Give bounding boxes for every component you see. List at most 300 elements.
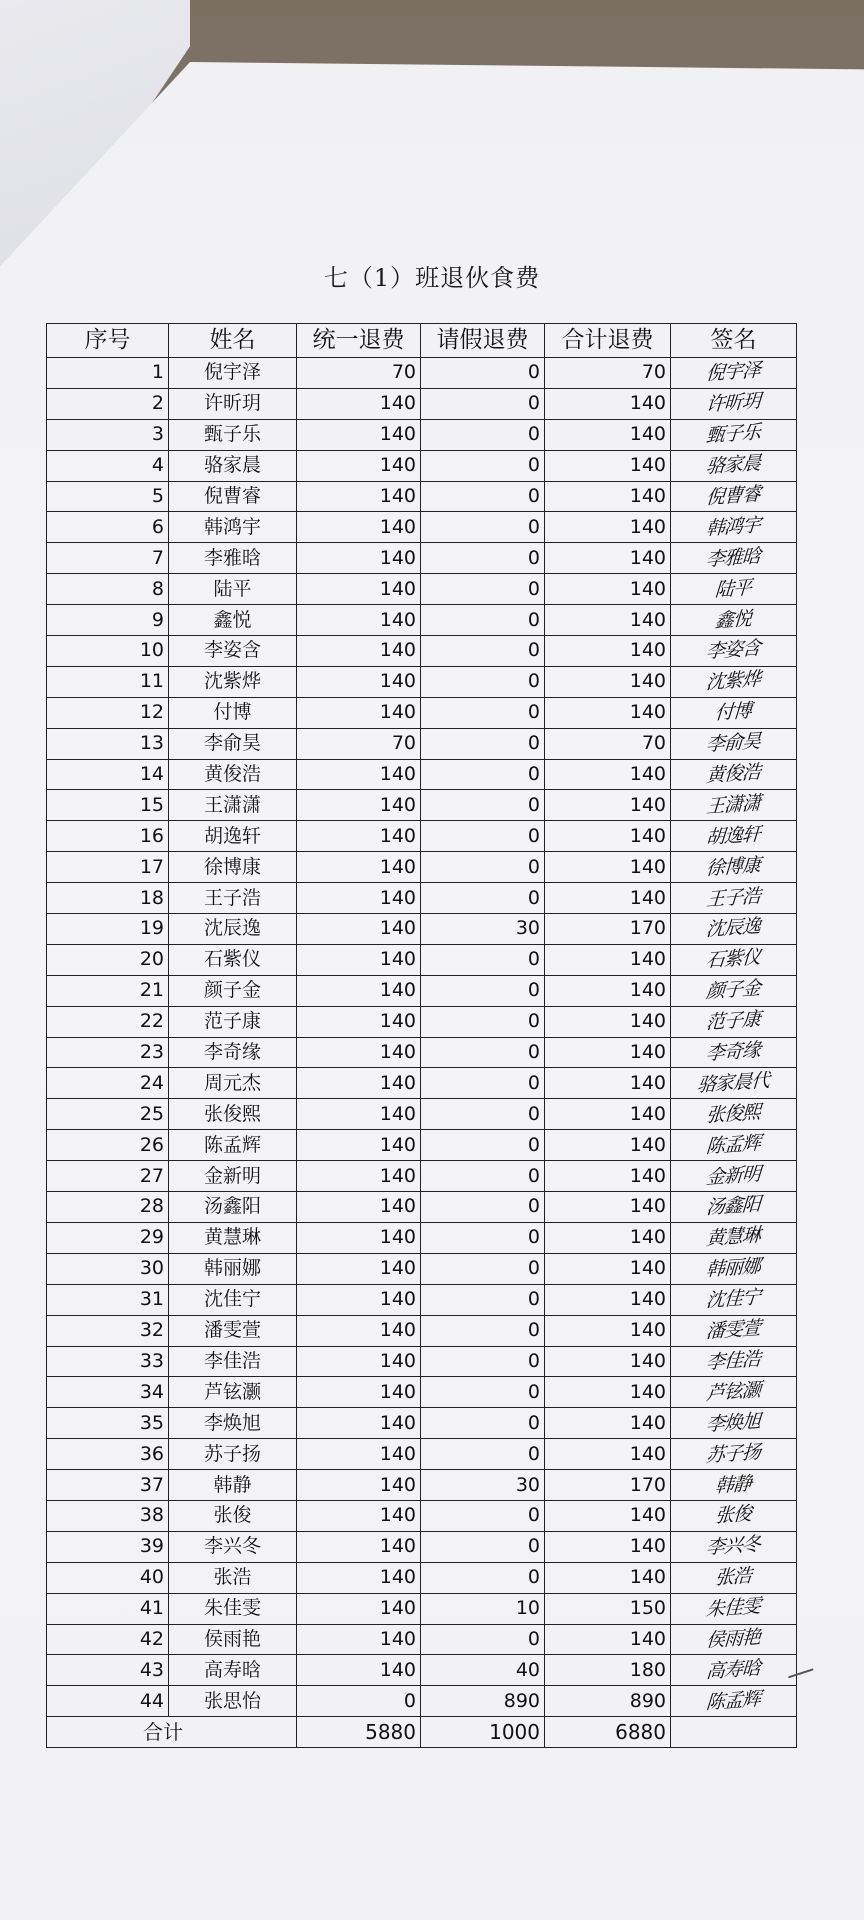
header-cell-leave-refund: 请假退费	[421, 324, 545, 358]
row-leave-refund-cell: 0	[421, 790, 545, 821]
row-signature-cell	[671, 1068, 797, 1099]
row-index-cell: 32	[47, 1315, 169, 1346]
handwritten-signature: 李兴冬	[705, 1533, 762, 1560]
row-name-cell: 周元杰	[169, 1068, 297, 1099]
row-index-cell: 2	[47, 388, 169, 419]
row-index-cell: 21	[47, 975, 169, 1006]
row-name-cell: 金新明	[169, 1161, 297, 1192]
row-leave-refund-cell: 0	[421, 1624, 545, 1655]
row-leave-refund-cell: 0	[421, 1562, 545, 1593]
row-name-cell: 倪曹睿	[169, 481, 297, 512]
table-row	[47, 728, 797, 759]
row-signature-cell	[671, 1655, 797, 1686]
row-index-cell: 5	[47, 481, 169, 512]
table-row	[47, 1346, 797, 1377]
table-row	[47, 1408, 797, 1439]
row-unified-refund-cell: 140	[297, 759, 421, 790]
table-row	[47, 1377, 797, 1408]
row-signature-cell	[671, 728, 797, 759]
row-index-cell: 34	[47, 1377, 169, 1408]
table-row	[47, 1315, 797, 1346]
row-leave-refund-cell: 0	[421, 1192, 545, 1223]
row-unified-refund-cell: 140	[297, 1099, 421, 1130]
row-unified-refund-cell: 70	[297, 728, 421, 759]
row-name-cell: 陆平	[169, 574, 297, 605]
row-leave-refund-cell: 0	[421, 852, 545, 883]
row-signature-cell	[671, 759, 797, 790]
row-total-refund-cell: 140	[545, 605, 671, 636]
row-name-cell: 李姿含	[169, 636, 297, 667]
handwritten-signature: 石紫仪	[705, 946, 762, 973]
row-signature-cell	[671, 388, 797, 419]
handwritten-signature: 汤鑫阳	[705, 1193, 762, 1220]
handwritten-signature: 金新明	[705, 1162, 762, 1189]
row-signature-cell	[671, 1408, 797, 1439]
row-leave-refund-cell: 0	[421, 821, 545, 852]
row-signature-cell	[671, 1099, 797, 1130]
row-total-refund-cell: 140	[545, 1624, 671, 1655]
table-row	[47, 1562, 797, 1593]
row-total-refund-cell: 140	[545, 1315, 671, 1346]
refund-table	[46, 323, 797, 1748]
header-cell-unified-refund: 统一退费	[297, 324, 421, 358]
table-row	[47, 358, 797, 389]
handwritten-signature: 韩丽娜	[705, 1255, 762, 1282]
row-unified-refund-cell: 140	[297, 821, 421, 852]
table-row	[47, 1470, 797, 1501]
row-leave-refund-cell: 40	[421, 1655, 545, 1686]
table-row	[47, 1068, 797, 1099]
handwritten-signature: 骆家晨代	[696, 1069, 771, 1097]
row-signature-cell	[671, 605, 797, 636]
row-total-refund-cell: 140	[545, 883, 671, 914]
row-signature-cell	[671, 1346, 797, 1377]
row-signature-cell	[671, 1130, 797, 1161]
handwritten-signature: 黄慧琳	[705, 1224, 762, 1251]
row-unified-refund-cell: 140	[297, 481, 421, 512]
row-signature-cell	[671, 574, 797, 605]
row-leave-refund-cell: 0	[421, 450, 545, 481]
row-signature-cell	[671, 1222, 797, 1253]
row-unified-refund-cell: 140	[297, 852, 421, 883]
handwritten-signature: 张俊	[714, 1503, 753, 1528]
row-total-refund-cell: 140	[545, 1161, 671, 1192]
row-leave-refund-cell: 0	[421, 1531, 545, 1562]
table-row	[47, 790, 797, 821]
row-unified-refund-cell: 140	[297, 1346, 421, 1377]
row-leave-refund-cell: 0	[421, 543, 545, 574]
handwritten-signature: 颜子金	[705, 977, 762, 1004]
handwritten-signature: 付博	[714, 699, 753, 725]
row-unified-refund-cell: 140	[297, 419, 421, 450]
row-total-refund-cell: 140	[545, 1377, 671, 1408]
row-leave-refund-cell: 0	[421, 728, 545, 759]
row-signature-cell	[671, 1531, 797, 1562]
handwritten-signature: 韩静	[714, 1472, 753, 1497]
row-unified-refund-cell: 140	[297, 543, 421, 574]
row-signature-cell	[671, 512, 797, 543]
row-name-cell: 李焕旭	[169, 1408, 297, 1439]
row-index-cell: 13	[47, 728, 169, 759]
handwritten-signature: 沈佳宁	[705, 1286, 762, 1313]
table-row	[47, 1624, 797, 1655]
row-name-cell: 颜子金	[169, 975, 297, 1006]
row-signature-cell	[671, 975, 797, 1006]
handwritten-signature: 陈孟辉	[705, 1131, 762, 1158]
row-total-refund-cell: 140	[545, 1130, 671, 1161]
row-name-cell: 李兴冬	[169, 1531, 297, 1562]
row-signature-cell	[671, 419, 797, 450]
row-index-cell: 26	[47, 1130, 169, 1161]
row-name-cell: 石紫仪	[169, 944, 297, 975]
table-row	[47, 481, 797, 512]
row-index-cell: 1	[47, 358, 169, 389]
row-index-cell: 27	[47, 1161, 169, 1192]
handwritten-signature: 李焕旭	[705, 1409, 762, 1436]
row-signature-cell	[671, 1037, 797, 1068]
row-unified-refund-cell: 140	[297, 1655, 421, 1686]
row-name-cell: 王子浩	[169, 883, 297, 914]
row-index-cell: 16	[47, 821, 169, 852]
row-unified-refund-cell: 140	[297, 975, 421, 1006]
row-index-cell: 35	[47, 1408, 169, 1439]
row-total-refund-cell: 140	[545, 1346, 671, 1377]
row-total-refund-cell: 140	[545, 1037, 671, 1068]
row-index-cell: 31	[47, 1284, 169, 1315]
row-total-refund-cell: 140	[545, 1531, 671, 1562]
row-unified-refund-cell: 140	[297, 1068, 421, 1099]
row-total-refund-cell: 140	[545, 543, 671, 574]
row-name-cell: 韩丽娜	[169, 1253, 297, 1284]
row-leave-refund-cell: 30	[421, 1470, 545, 1501]
row-total-refund-cell: 140	[545, 1006, 671, 1037]
row-name-cell: 张思怡	[169, 1686, 297, 1717]
row-total-refund-cell: 140	[545, 1068, 671, 1099]
row-leave-refund-cell: 0	[421, 1284, 545, 1315]
document-title: 七（1）班退伙食费	[323, 264, 541, 292]
handwritten-signature: 沈紫烨	[705, 668, 762, 695]
row-index-cell: 36	[47, 1439, 169, 1470]
handwritten-signature: 韩鸿宇	[705, 513, 762, 540]
handwritten-signature: 沈辰逸	[705, 915, 762, 942]
table-row	[47, 1099, 797, 1130]
row-unified-refund-cell: 140	[297, 883, 421, 914]
table-row	[47, 944, 797, 975]
row-name-cell: 许昕玥	[169, 388, 297, 419]
row-index-cell: 3	[47, 419, 169, 450]
row-name-cell: 苏子扬	[169, 1439, 297, 1470]
row-unified-refund-cell: 140	[297, 1253, 421, 1284]
header-cell-index: 序号	[47, 324, 169, 358]
row-leave-refund-cell: 10	[421, 1593, 545, 1624]
row-signature-cell	[671, 1593, 797, 1624]
row-signature-cell	[671, 883, 797, 914]
row-leave-refund-cell: 0	[421, 1222, 545, 1253]
row-unified-refund-cell: 140	[297, 574, 421, 605]
table-row	[47, 1500, 797, 1531]
table-body	[47, 324, 797, 1748]
row-total-refund-cell: 140	[545, 1284, 671, 1315]
totals-total-refund: 6880	[545, 1717, 671, 1748]
row-leave-refund-cell: 0	[421, 636, 545, 667]
row-unified-refund-cell: 140	[297, 790, 421, 821]
row-leave-refund-cell: 0	[421, 975, 545, 1006]
row-leave-refund-cell: 0	[421, 358, 545, 389]
row-total-refund-cell: 70	[545, 728, 671, 759]
row-name-cell: 倪宇泽	[169, 358, 297, 389]
row-signature-cell	[671, 1006, 797, 1037]
row-name-cell: 李佳浩	[169, 1346, 297, 1377]
handwritten-signature: 黄俊浩	[705, 761, 762, 787]
row-name-cell: 黄俊浩	[169, 759, 297, 790]
row-signature-cell	[671, 1377, 797, 1408]
row-name-cell: 徐博康	[169, 852, 297, 883]
table-row	[47, 1222, 797, 1253]
row-total-refund-cell: 140	[545, 1192, 671, 1223]
row-leave-refund-cell: 0	[421, 574, 545, 605]
row-index-cell: 25	[47, 1099, 169, 1130]
table-row	[47, 543, 797, 574]
totals-row	[47, 1717, 797, 1748]
row-unified-refund-cell: 140	[297, 1500, 421, 1531]
row-unified-refund-cell: 140	[297, 512, 421, 543]
row-name-cell: 高寿晗	[169, 1655, 297, 1686]
row-leave-refund-cell: 0	[421, 388, 545, 419]
row-unified-refund-cell: 140	[297, 1037, 421, 1068]
row-leave-refund-cell: 0	[421, 1315, 545, 1346]
row-unified-refund-cell: 140	[297, 636, 421, 667]
row-leave-refund-cell: 0	[421, 1099, 545, 1130]
row-leave-refund-cell: 0	[421, 1161, 545, 1192]
table-row	[47, 759, 797, 790]
row-total-refund-cell: 140	[545, 450, 671, 481]
table-row	[47, 636, 797, 667]
handwritten-signature: 王潇潇	[705, 791, 762, 818]
row-name-cell: 沈辰逸	[169, 914, 297, 945]
row-name-cell: 李俞昊	[169, 728, 297, 759]
table-row	[47, 1439, 797, 1470]
table-row	[47, 883, 797, 914]
row-leave-refund-cell: 0	[421, 1500, 545, 1531]
row-total-refund-cell: 140	[545, 944, 671, 975]
row-unified-refund-cell: 140	[297, 1439, 421, 1470]
row-index-cell: 4	[47, 450, 169, 481]
table-row	[47, 914, 797, 945]
row-signature-cell	[671, 914, 797, 945]
table-row	[47, 1531, 797, 1562]
handwritten-signature: 甄子乐	[705, 421, 762, 448]
row-index-cell: 41	[47, 1593, 169, 1624]
row-index-cell: 15	[47, 790, 169, 821]
row-index-cell: 14	[47, 759, 169, 790]
row-index-cell: 44	[47, 1686, 169, 1717]
handwritten-signature: 高寿晗	[705, 1656, 762, 1683]
row-signature-cell	[671, 852, 797, 883]
handwritten-signature: 朱佳雯	[705, 1595, 762, 1622]
row-name-cell: 范子康	[169, 1006, 297, 1037]
row-leave-refund-cell: 890	[421, 1686, 545, 1717]
row-signature-cell	[671, 1500, 797, 1531]
row-name-cell: 王潇潇	[169, 790, 297, 821]
header-cell-total-refund: 合计退费	[545, 324, 671, 358]
row-name-cell: 汤鑫阳	[169, 1192, 297, 1223]
row-total-refund-cell: 140	[545, 1408, 671, 1439]
table-row	[47, 419, 797, 450]
row-index-cell: 24	[47, 1068, 169, 1099]
row-index-cell: 23	[47, 1037, 169, 1068]
handwritten-signature: 张俊熙	[705, 1100, 762, 1127]
row-unified-refund-cell: 140	[297, 1192, 421, 1223]
row-index-cell: 18	[47, 883, 169, 914]
row-unified-refund-cell: 140	[297, 450, 421, 481]
row-signature-cell	[671, 450, 797, 481]
row-total-refund-cell: 170	[545, 1470, 671, 1501]
table-header-row	[47, 324, 797, 358]
row-index-cell: 33	[47, 1346, 169, 1377]
row-total-refund-cell: 890	[545, 1686, 671, 1717]
row-signature-cell	[671, 636, 797, 667]
handwritten-signature: 侯雨艳	[705, 1625, 762, 1652]
table-row	[47, 1593, 797, 1624]
handwritten-signature: 胡逸轩	[705, 822, 762, 849]
table-row	[47, 975, 797, 1006]
row-index-cell: 37	[47, 1470, 169, 1501]
handwritten-signature: 潘雯萱	[705, 1317, 762, 1344]
row-leave-refund-cell: 0	[421, 759, 545, 790]
row-total-refund-cell: 140	[545, 852, 671, 883]
row-total-refund-cell: 140	[545, 1253, 671, 1284]
row-leave-refund-cell: 0	[421, 1253, 545, 1284]
table-row	[47, 1686, 797, 1717]
totals-signature	[671, 1717, 797, 1748]
handwritten-signature: 骆家晨	[705, 452, 762, 479]
totals-unified-refund: 5880	[297, 1717, 421, 1748]
row-name-cell: 陈孟辉	[169, 1130, 297, 1161]
row-index-cell: 40	[47, 1562, 169, 1593]
row-signature-cell	[671, 790, 797, 821]
row-leave-refund-cell: 0	[421, 1439, 545, 1470]
row-leave-refund-cell: 0	[421, 605, 545, 636]
row-name-cell: 沈佳宁	[169, 1284, 297, 1315]
row-leave-refund-cell: 0	[421, 697, 545, 728]
table-row	[47, 1161, 797, 1192]
row-unified-refund-cell: 140	[297, 605, 421, 636]
row-total-refund-cell: 140	[545, 975, 671, 1006]
handwritten-signature: 范子康	[705, 1008, 762, 1035]
handwritten-signature: 李佳浩	[705, 1347, 762, 1374]
row-unified-refund-cell: 140	[297, 1315, 421, 1346]
row-total-refund-cell: 140	[545, 666, 671, 697]
row-unified-refund-cell: 140	[297, 1006, 421, 1037]
row-unified-refund-cell: 140	[297, 1562, 421, 1593]
row-name-cell: 李奇缘	[169, 1037, 297, 1068]
table-row	[47, 821, 797, 852]
row-total-refund-cell: 140	[545, 759, 671, 790]
row-total-refund-cell: 70	[545, 358, 671, 389]
handwritten-signature: 李奇缘	[705, 1039, 762, 1065]
table-row	[47, 1130, 797, 1161]
row-index-cell: 9	[47, 605, 169, 636]
row-index-cell: 7	[47, 543, 169, 574]
table-row	[47, 1192, 797, 1223]
row-name-cell: 朱佳雯	[169, 1593, 297, 1624]
row-index-cell: 11	[47, 666, 169, 697]
handwritten-signature: 鑫悦	[714, 607, 753, 632]
row-name-cell: 张俊熙	[169, 1099, 297, 1130]
row-leave-refund-cell: 0	[421, 944, 545, 975]
row-unified-refund-cell: 140	[297, 1130, 421, 1161]
handwritten-signature: 陈孟辉	[705, 1687, 762, 1714]
row-index-cell: 29	[47, 1222, 169, 1253]
row-total-refund-cell: 140	[545, 574, 671, 605]
row-leave-refund-cell: 0	[421, 1006, 545, 1037]
row-signature-cell	[671, 358, 797, 389]
row-leave-refund-cell: 0	[421, 512, 545, 543]
table-row	[47, 574, 797, 605]
handwritten-signature: 李俞昊	[705, 730, 762, 757]
handwritten-signature: 王子浩	[705, 884, 762, 911]
row-total-refund-cell: 150	[545, 1593, 671, 1624]
table-row	[47, 666, 797, 697]
handwritten-signature: 陆平	[714, 576, 753, 602]
table-row	[47, 388, 797, 419]
row-index-cell: 20	[47, 944, 169, 975]
table-row	[47, 852, 797, 883]
handwritten-signature: 李姿含	[705, 637, 762, 664]
row-signature-cell	[671, 1253, 797, 1284]
row-unified-refund-cell: 140	[297, 1222, 421, 1253]
totals-leave-refund: 1000	[421, 1717, 545, 1748]
row-unified-refund-cell: 140	[297, 1531, 421, 1562]
row-index-cell: 39	[47, 1531, 169, 1562]
row-leave-refund-cell: 0	[421, 419, 545, 450]
header-cell-signature: 签名	[671, 324, 797, 358]
row-signature-cell	[671, 1686, 797, 1717]
row-signature-cell	[671, 481, 797, 512]
row-index-cell: 22	[47, 1006, 169, 1037]
row-leave-refund-cell: 0	[421, 481, 545, 512]
row-total-refund-cell: 140	[545, 636, 671, 667]
table-row	[47, 605, 797, 636]
row-unified-refund-cell: 140	[297, 1377, 421, 1408]
table-row	[47, 1037, 797, 1068]
handwritten-signature: 苏子扬	[705, 1440, 762, 1467]
row-signature-cell	[671, 1315, 797, 1346]
row-index-cell: 8	[47, 574, 169, 605]
table-row	[47, 1284, 797, 1315]
row-signature-cell	[671, 821, 797, 852]
row-signature-cell	[671, 697, 797, 728]
row-name-cell: 张浩	[169, 1562, 297, 1593]
row-leave-refund-cell: 0	[421, 1037, 545, 1068]
row-total-refund-cell: 140	[545, 821, 671, 852]
row-unified-refund-cell: 140	[297, 1161, 421, 1192]
handwritten-signature: 倪曹睿	[705, 483, 762, 509]
row-unified-refund-cell: 140	[297, 1470, 421, 1501]
row-index-cell: 28	[47, 1192, 169, 1223]
row-signature-cell	[671, 1562, 797, 1593]
row-name-cell: 李雅晗	[169, 543, 297, 574]
row-index-cell: 6	[47, 512, 169, 543]
row-total-refund-cell: 140	[545, 1099, 671, 1130]
table-row	[47, 1253, 797, 1284]
row-total-refund-cell: 140	[545, 1439, 671, 1470]
row-total-refund-cell: 140	[545, 1562, 671, 1593]
row-signature-cell	[671, 1161, 797, 1192]
row-total-refund-cell: 140	[545, 388, 671, 419]
row-unified-refund-cell: 140	[297, 388, 421, 419]
row-index-cell: 30	[47, 1253, 169, 1284]
